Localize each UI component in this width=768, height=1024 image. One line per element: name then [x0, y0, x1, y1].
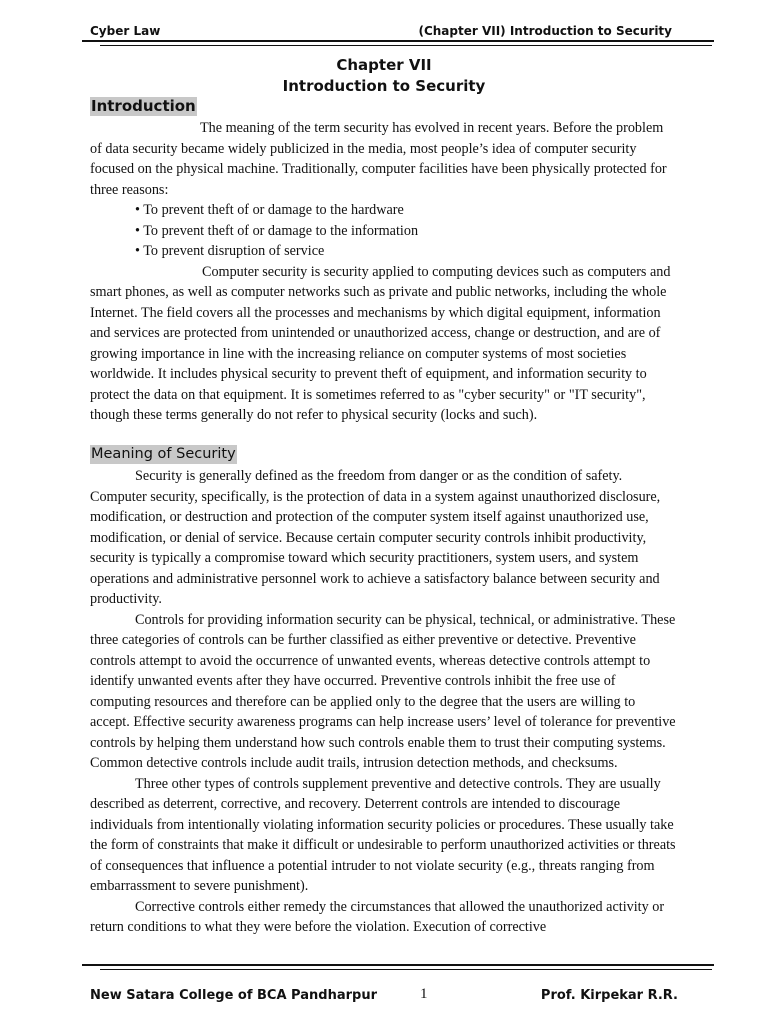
bullet-item: • To prevent disruption of service: [135, 243, 325, 259]
footer-rule-thick: [82, 964, 714, 966]
heading-introduction: Introduction: [91, 97, 196, 115]
page-number: 1: [420, 986, 428, 1002]
meaning-paragraph-2: Controls for providing information security can be physical, technical, or administrative. These three categories of controls can be further classified as either preventive or detective. Preventive controls attempt to avoid the occurrence of unwanted events, whereas detective controls attempt to identify unwanted events after they have occurred. Preventive controls inhibit the free use of computing resources and therefore can be applied only to the degree that the users are willing to accept. Effective security awareness programs can help increase users’ level of tolerance for preventive controls by helping them understand how such controls enable them to trust their computing systems. Common detective controls include audit trails, intrusion detection methods, and checksums.: [90, 611, 676, 771]
bullet-item: • To prevent theft of or damage to the hardware: [135, 202, 404, 218]
intro-paragraph-2: Computer security is security applied to computing devices such as computers and smart phones, as well as computer networks such as private and public networks, including the whole Internet. The field covers all the processes and mechanisms by which digital equipment, information and services are protected from unintended or unauthorized access, change or destruction, and are of growing importance in line with the increasing reliance on computer systems of most societies worldwide. It includes physical security to prevent theft of equipment, and information security to protect the data on that equipment. It is sometimes referred to as "cyber security" or "IT security", though these terms generally do not refer to physical security (locks and such).: [90, 263, 671, 423]
intro-paragraph-1: The meaning of the term security has evolved in recent years. Before the problem of data security became widely publicized in the media, most people’s idea of computer security focused on the physical machine. Traditionally, computer facilities have been physically protected for three reasons:: [90, 120, 667, 198]
header-rule-thin: [100, 45, 712, 46]
page-header: [90, 24, 672, 38]
heading-meaning-of-security: Meaning of Security: [91, 446, 236, 462]
meaning-paragraph-1: Security is generally defined as the freedom from danger or as the condition of safety. Computer security, specifically, is the protection of data in a system against unauthorized disclosure, modification, or destruction and protection of the computer system itself against unauthorized use, modification, or denial of service. Because certain computer security controls inhibit productivity, security is typically a compromise toward which security practitioners, system users, and system operations and administrative personnel work to achieve a satisfactory balance between security and productivity.: [90, 468, 661, 607]
chapter-title: Introduction to Security: [282, 77, 486, 95]
header-rule-thick: [82, 40, 714, 42]
meaning-section: [90, 466, 678, 938]
footer-college: New Satara College of BCA Pandharpur: [90, 988, 377, 1003]
meaning-paragraph-3: Three other types of controls supplement preventive and detective controls. They are usually described as deterrent, corrective, and recovery. Deterrent controls are intended to discourage individuals from intentionally violating information security policies or procedures. These usually take the form of constraints that make it difficult or undesirable to perform unauthorized activities or threats of consequences that influence a potential intruder to not violate security (e.g., threats ranging from embarrassment to severe punishment).: [90, 775, 676, 894]
header-right: (Chapter VII) Introduction to Security: [418, 24, 672, 38]
footer-rule-thin: [100, 969, 712, 970]
meaning-paragraph-4: Corrective controls either remedy the circumstances that allowed the unauthorized activity or return conditions to what they were before the violation. Execution of corrective: [90, 898, 665, 935]
header-left: Cyber Law: [90, 24, 161, 38]
chapter-number: Chapter VII: [336, 56, 432, 74]
footer-author: Prof. Kirpekar R.R.: [540, 988, 678, 1003]
bullet-item: • To prevent theft of or damage to the information: [135, 222, 419, 239]
introduction-section: [90, 118, 678, 426]
